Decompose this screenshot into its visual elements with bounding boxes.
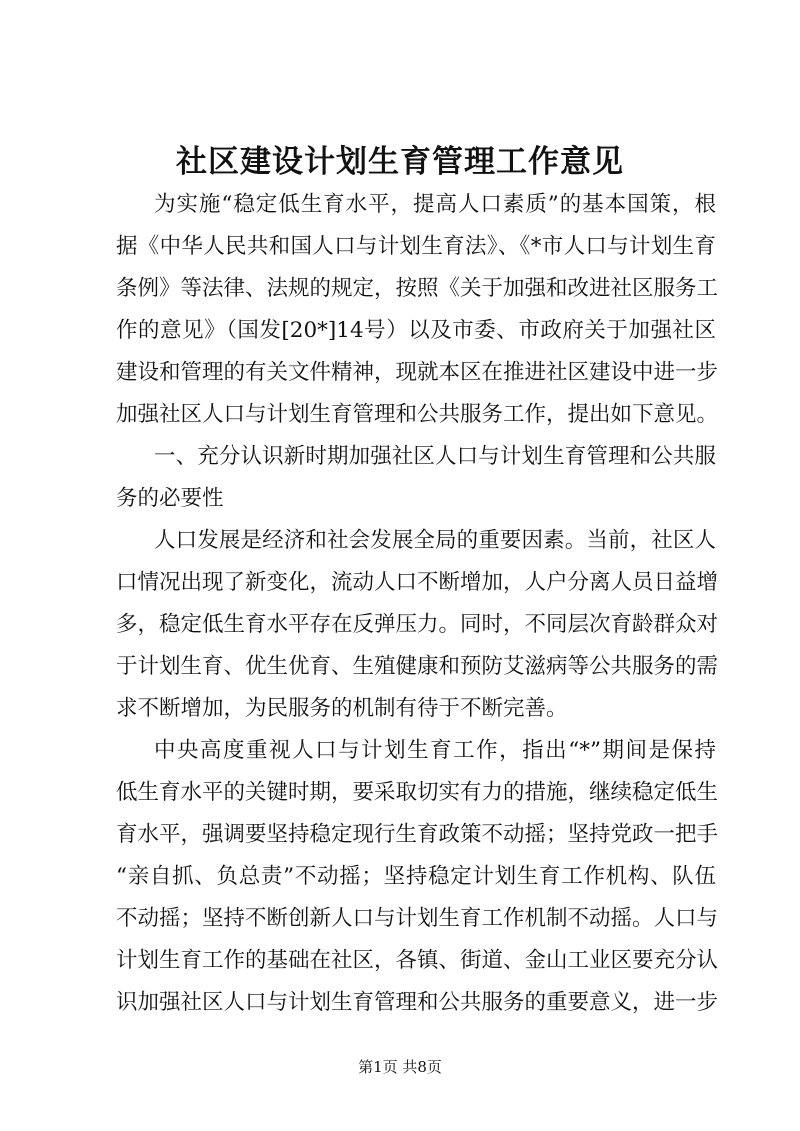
document-body — [116, 184, 719, 1024]
text-line: 求不断增加，为民服务的机制有待于不断完善。 — [116, 696, 568, 721]
text-line: “亲自抓、负总责”不动摇；坚持稳定计划生育工作机构、队伍 — [116, 864, 716, 889]
text-line: 识加强社区人口与计划生育管理和公共服务的重要意义，进一步 — [116, 990, 719, 1015]
text-line: 人口发展是经济和社会发展全局的重要因素。当前，社区人 — [154, 528, 716, 553]
text-line: 多，稳定低生育水平存在反弹压力。同时，不同层次育龄群众对 — [116, 612, 719, 637]
text-line: 条例》等法律、法规的规定，按照《关于加强和改进社区服务工 — [116, 276, 719, 301]
text-line: 为实施“稳定低生育水平，提高人口素质”的基本国策，根 — [154, 192, 716, 217]
text-line: 计划生育工作的基础在社区，各镇、街道、金山工业区要充分认 — [116, 948, 719, 973]
text-line: 作的意见》（国发[20*]14号）以及市委、市政府关于加强社区 — [116, 318, 716, 343]
text-line: 中央高度重视人口与计划生育工作，指出“*”期间是保持 — [154, 738, 716, 763]
text-line: 据《中华人民共和国人口与计划生育法》、《*市人口与计划生育 — [116, 234, 716, 259]
text-line: 务的必要性 — [116, 486, 224, 511]
text-line: 口情况出现了新变化，流动人口不断增加，人户分离人员日益增 — [116, 570, 719, 595]
text-line: 不动摇；坚持不断创新人口与计划生育工作机制不动摇。人口与 — [116, 906, 719, 931]
text-line: 加强社区人口与计划生育管理和公共服务工作，提出如下意见。 — [116, 402, 719, 427]
text-line: 一、充分认识新时期加强社区人口与计划生育管理和公共服 — [154, 444, 716, 469]
page-footer: 第1页 共8页 — [358, 1058, 442, 1076]
text-line: 低生育水平的关键时期，要采取切实有力的措施，继续稳定低生 — [116, 780, 719, 805]
text-line: 于计划生育、优生优育、生殖健康和预防艾滋病等公共服务的需 — [116, 654, 719, 679]
text-line: 育水平，强调要坚持稳定现行生育政策不动摇；坚持党政一把手 — [116, 822, 719, 847]
document-title: 社区建设计划生育管理工作意见 — [176, 144, 624, 180]
text-line: 建设和管理的有关文件精神，现就本区在推进社区建设中进一步 — [116, 360, 719, 385]
